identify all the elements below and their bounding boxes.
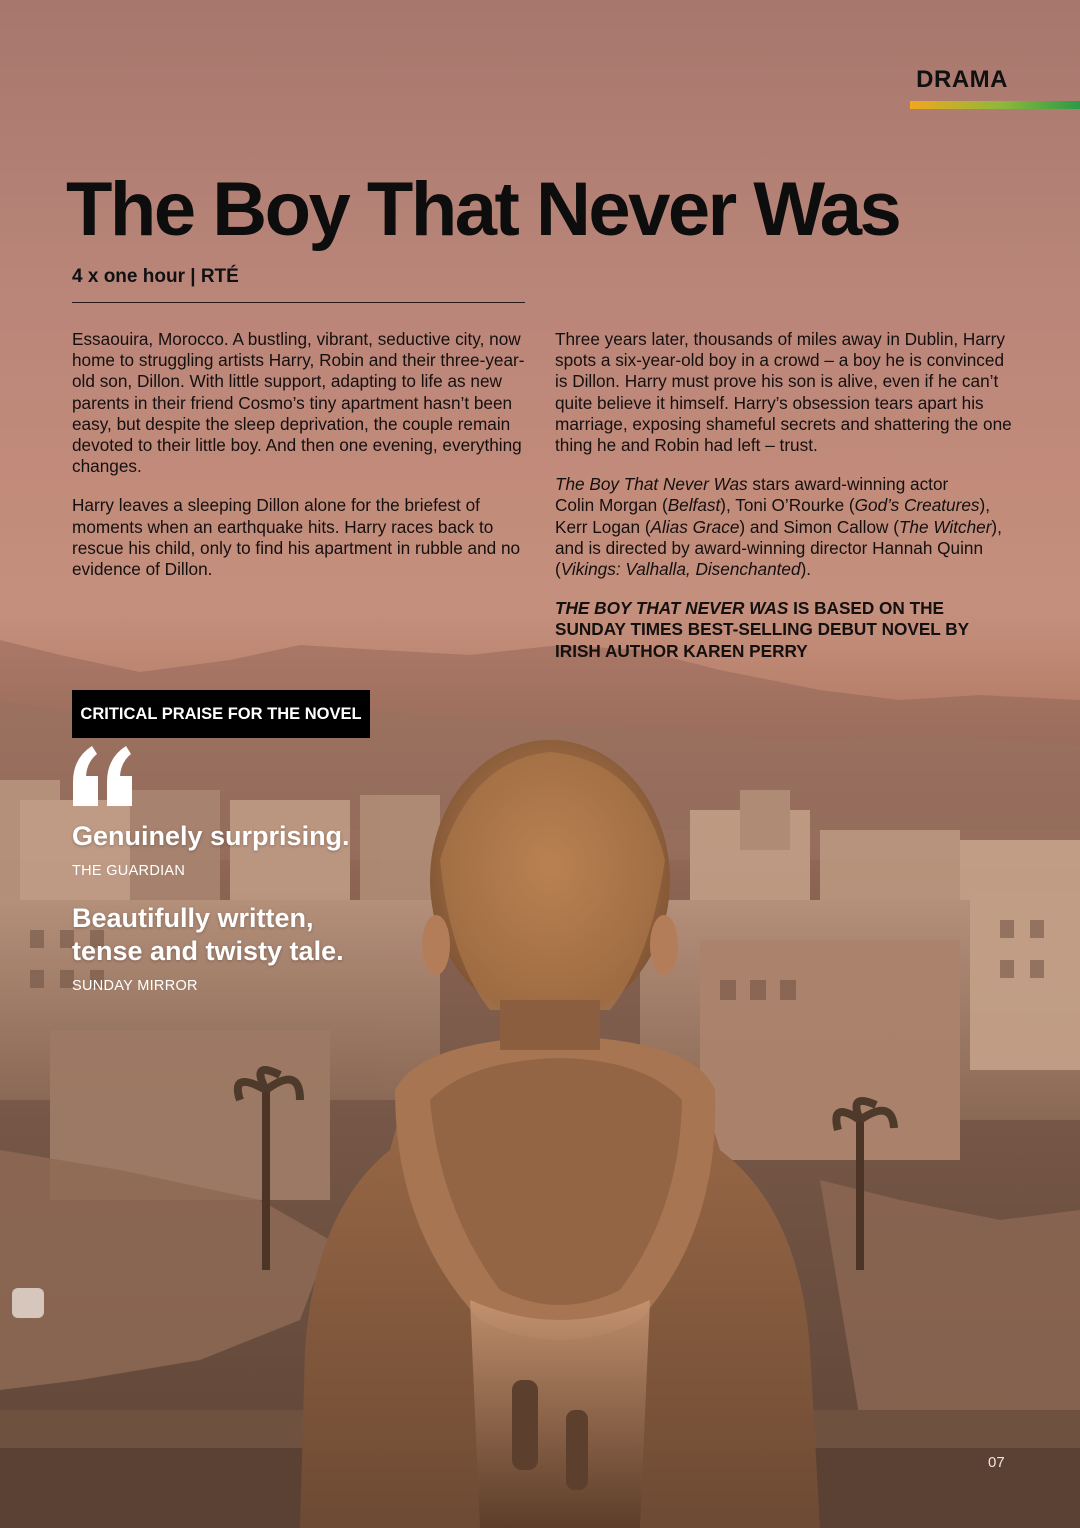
synopsis-paragraph: Three years later, thousands of miles away in Dublin, Harry spots a six-year-old boy in a crowd – a boy he is convinced is Dillon. Harry must prove his son is alive, even if he can’t quite believe it himself. Harry’s obsession tears apart his marriage, exposing shameful secrets and shattering the one thing he and Robin had left – trust.: [555, 329, 1012, 456]
cast-paragraph: The Boy That Never Was stars award-winning actor Colin Morgan (Belfast), Toni O’Rourke (God’s Creatures), Kerr Logan (Alias Grace) and Simon Callow (The Witcher), and is directed by award-winning director Hannah Quinn (Vikings: Valhalla, Disenchanted).: [555, 474, 1002, 580]
novel-note: THE BOY THAT NEVER WAS IS BASED ON THE SUNDAY TIMES BEST-SELLING DEBUT NOVEL BY IRISH AUTHOR KAREN PERRY: [555, 598, 969, 661]
street-scene: [470, 1300, 650, 1528]
section-accent-bar: [910, 101, 1080, 109]
page-number: 07: [988, 1454, 1005, 1471]
synopsis-right-column: [555, 329, 1015, 680]
divider: [72, 302, 525, 303]
synopsis-left-column: [72, 329, 532, 598]
quote-source: THE GUARDIAN: [72, 863, 186, 879]
page-title: The Boy That Never Was: [66, 167, 900, 252]
quote-source: SUNDAY MIRROR: [72, 978, 198, 994]
synopsis-paragraph: Harry leaves a sleeping Dillon alone for the briefest of moments when an earthquake hits. Harry races back to rescue his child, only to find his apartment in rubble and no evidence of Dillon.: [72, 495, 521, 580]
episode-meta: 4 x one hour | RTÉ: [72, 266, 239, 287]
quote-mark-icon: [70, 740, 136, 810]
quote-text: Genuinely surprising.: [72, 821, 350, 851]
show-title-italic: The Boy That Never Was: [555, 474, 748, 495]
synopsis-paragraph: Essaouira, Morocco. A bustling, vibrant, seductive city, now home to struggling artists Harry, Robin and their three-year-old son, Dillon. With little support, adapting to life as new parents in their friend Cosmo’s tiny apartment hasn’t been easy, but despite the sleep deprivation, the couple remain devoted to their little boy. And then one evening, everything changes.: [72, 329, 525, 477]
section-label: DRAMA: [916, 66, 1008, 93]
praise-heading: CRITICAL PRAISE FOR THE NOVEL: [72, 690, 370, 738]
car: [12, 1288, 44, 1318]
quote-text: Beautifully written, tense and twisty tale.: [72, 903, 344, 966]
